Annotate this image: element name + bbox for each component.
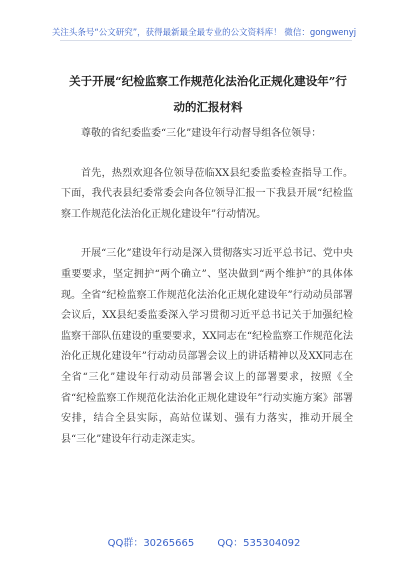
document-title-line-2: 动的汇报材料 bbox=[173, 100, 243, 114]
document-title bbox=[60, 68, 356, 120]
qq-number: QQ：535304092 bbox=[217, 538, 301, 549]
qq-group-number: QQ群：30265665 bbox=[107, 538, 195, 549]
document-title-line-1: 关于开展“纪检监察工作规范化法治化正规化建设年”行 bbox=[69, 74, 347, 88]
intro-paragraph: 首先，热烈欢迎各位领导莅临XX县纪委监委检查指导工作。下面，我代表县纪委常委会向各位领导汇报一下我县开展“纪检监察工作规范化法治化正规化建设年”行动情况。 bbox=[61, 167, 353, 220]
salutation-paragraph: 尊敬的省纪委监委“三化”建设年行动督导组各位领导： bbox=[81, 128, 322, 139]
body-paragraph: 开展“三化”建设年行动是深入贯彻落实习近平总书记、党中央重要要求，坚定拥护“两个确立”、坚决做到“两个维护”的具体体现。全省“纪检监察工作规范化法治化正规化建设年”行动动员部署会议后，XX县纪委监委深入学习贯彻习近平总书记关于加强纪检监察干部队伍建设的重要要求，XX同志在“纪检监察工作规范化法治化正规化建设年”行动动员部署会议上的讲话精神以及XX同志在全省“三化”建设年行动动员部署会议上的部署要求，按照《全省“纪检监察工作规范化法治化正规化建设年”行动实施方案》部署安排，结合全县实际，高站位谋划、强有力落实，推动开展全县“三化”建设年行动走深走实。 bbox=[61, 248, 353, 445]
document-body bbox=[61, 124, 353, 450]
header-divider bbox=[60, 40, 352, 41]
page-footer bbox=[0, 534, 408, 549]
page-header-banner: 关注头条号“公文研究”，获得最新最全最专业的公文资料库！ 微信：gongwenyj bbox=[51, 28, 357, 38]
